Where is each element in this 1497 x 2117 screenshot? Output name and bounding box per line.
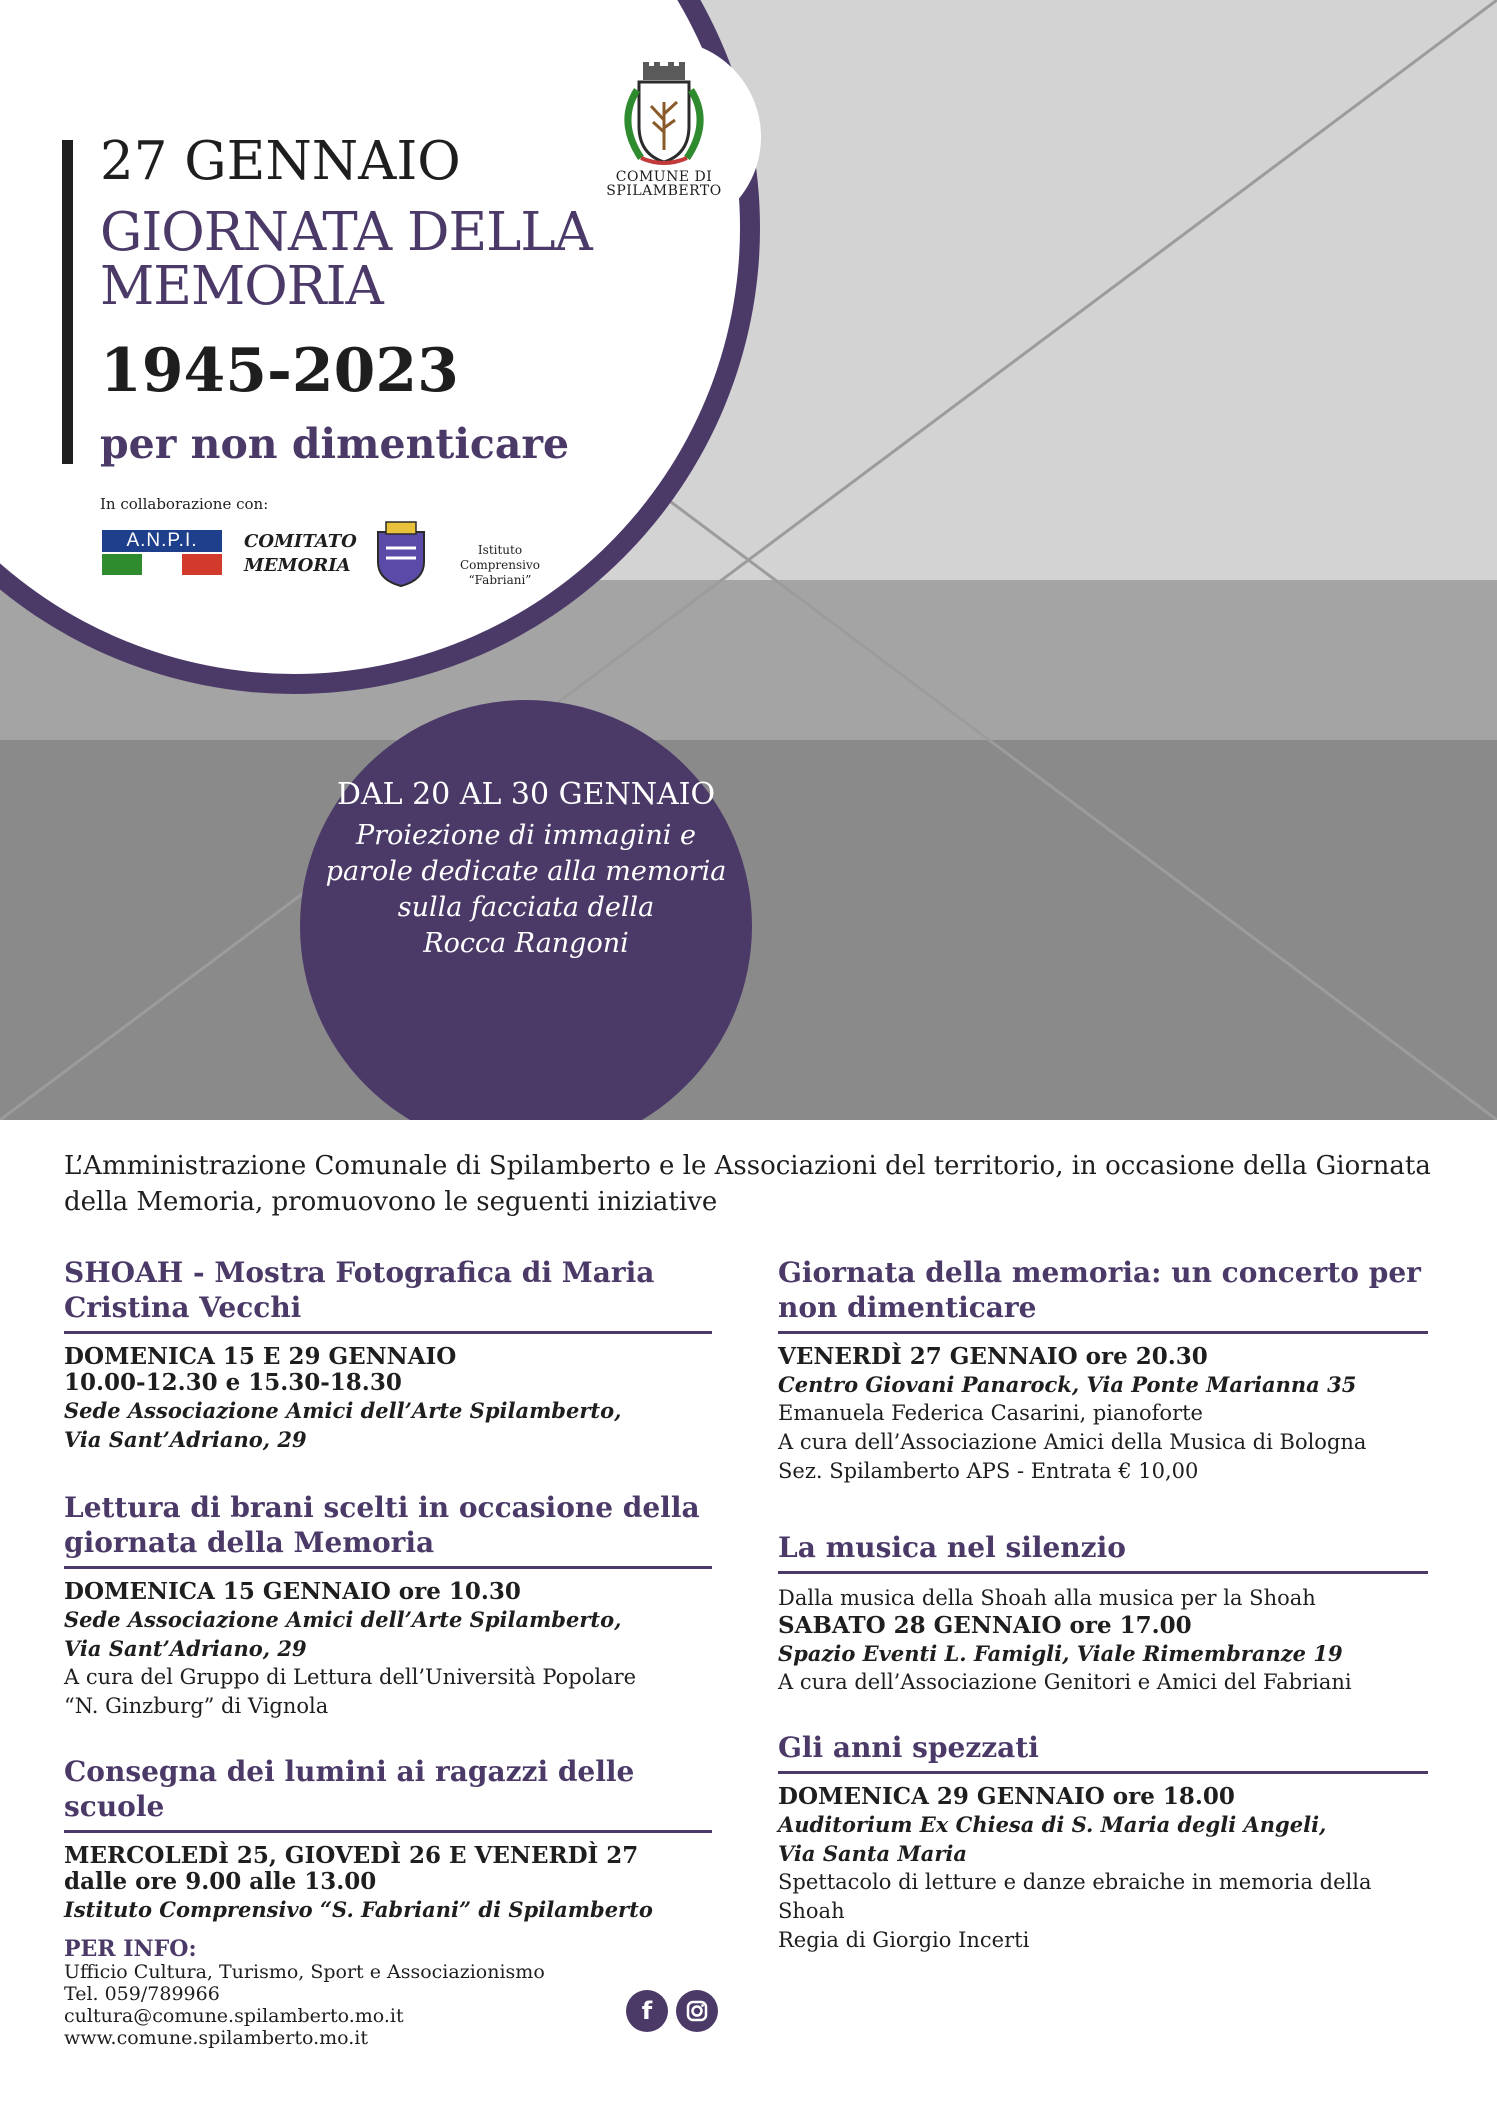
contact-website[interactable]: www.comune.spilamberto.mo.it — [64, 2027, 368, 2049]
event-place-line: Sede Associazione Amici dell’Arte Spilamberto, — [64, 1607, 622, 1632]
crest-icon — [597, 62, 731, 170]
event-address-line: Via Sant’Adriano, 29 — [64, 1636, 307, 1661]
projection-date: DAL 20 AL 30 GENNAIO — [336, 777, 716, 812]
event-time-line: dalle ore 9.00 alle 13.00 — [64, 1868, 377, 1895]
school-name: Istituto Comprensivo “Fabriani” — [459, 543, 541, 587]
title-accent-bar — [62, 140, 73, 464]
event-broken-years — [778, 1730, 1428, 1955]
event-address-line: Via Sant’Adriano, 29 — [64, 1427, 307, 1452]
anpi-label: A.N.P.I. — [102, 530, 222, 552]
event-details — [64, 1843, 712, 1924]
school-badge-icon — [372, 518, 430, 588]
event-note-line: A cura del Gruppo di Lettura dell’Università Popolare — [64, 1665, 637, 1689]
contact-email[interactable]: cultura@comune.spilamberto.mo.it — [64, 2005, 404, 2027]
comitato-line1: COMITATO — [244, 531, 357, 552]
event-date-line: MERCOLEDÌ 25, GIOVEDÌ 26 E VENERDÌ 27 — [64, 1842, 639, 1869]
event-date-line: DOMENICA 15 GENNAIO ore 10.30 — [64, 1578, 521, 1605]
event-details — [64, 1579, 712, 1721]
event-music-silence — [778, 1530, 1428, 1697]
comitato-line2: MEMORIA — [244, 555, 351, 576]
instagram-icon[interactable] — [676, 1990, 718, 2032]
facebook-icon[interactable]: f — [626, 1990, 668, 2032]
event-title: Consegna dei lumini ai ragazzi delle scuole — [64, 1754, 712, 1833]
event-years: 1945-2023 — [100, 336, 459, 406]
event-place-line: Centro Giovani Panarock, Via Ponte Marianna 35 — [778, 1372, 1357, 1397]
event-note-line: Regia di Giorgio Incerti — [778, 1928, 1030, 1952]
event-date: 27 GENNAIO — [100, 131, 461, 192]
event-address-line: Via Santa Maria — [778, 1841, 967, 1866]
italian-flag-icon — [102, 554, 222, 575]
event-details — [778, 1784, 1428, 1955]
anpi-logo — [102, 530, 222, 585]
event-title: La musica nel silenzio — [778, 1530, 1428, 1574]
event-date-line: VENERDÌ 27 GENNAIO ore 20.30 — [778, 1343, 1208, 1370]
event-shoah-exhibition — [64, 1255, 712, 1454]
comitato-memoria-logo — [244, 530, 357, 578]
event-note-line: Spettacolo di letture e danze ebraiche in memoria della Shoah — [778, 1870, 1372, 1923]
contact-info — [64, 1937, 545, 2049]
event-title: Gli anni spezzati — [778, 1730, 1428, 1774]
event-title: Giornata della memoria: un concerto per non dimenticare — [778, 1255, 1428, 1334]
contact-phone: Tel. 059/789966 — [64, 1983, 220, 2005]
event-title: GIORNATA DELLA MEMORIA — [100, 202, 592, 317]
event-place-line: Auditorium Ex Chiesa di S. Maria degli Angeli, — [778, 1812, 1327, 1837]
event-date-line: DOMENICA 15 E 29 GENNAIO — [64, 1343, 457, 1370]
event-title: SHOAH - Mostra Fotografica di Maria Cristina Vecchi — [64, 1255, 712, 1334]
event-place-line: Sede Associazione Amici dell’Arte Spilamberto, — [64, 1398, 622, 1423]
crest-caption-line1: COMUNE DI — [615, 169, 713, 185]
event-candles — [64, 1754, 712, 1924]
event-note-line: “N. Ginzburg” di Vignola — [64, 1694, 329, 1718]
crest-caption-line2: SPILAMBERTO — [606, 183, 722, 199]
contact-office: Ufficio Cultura, Turismo, Sport e Associazionismo — [64, 1961, 545, 1983]
event-date-line: SABATO 28 GENNAIO ore 17.00 — [778, 1612, 1192, 1639]
event-place-line: Spazio Eventi L. Famigli, Viale Rimembranze 19 — [778, 1641, 1343, 1666]
event-note-line: Emanuela Federica Casarini, pianoforte — [778, 1401, 1203, 1425]
event-details — [778, 1344, 1428, 1486]
event-details — [778, 1584, 1428, 1697]
municipality-crest-logo — [597, 62, 731, 198]
intro-paragraph: L’Amministrazione Comunale di Spilamberto e le Associazioni del territorio, in occasione della Giornata della Memoria, promuovono le seguenti iniziative — [64, 1151, 1431, 1217]
event-reading — [64, 1490, 712, 1721]
event-place-line: Istituto Comprensivo “S. Fabriani” di Spilamberto — [64, 1897, 653, 1922]
event-subtitle-line: Dalla musica della Shoah alla musica per la Shoah — [778, 1586, 1316, 1610]
event-note-line: Sez. Spilamberto APS - Entrata € 10,00 — [778, 1459, 1199, 1483]
instagram-glyph-icon — [676, 1990, 718, 2032]
event-details — [64, 1344, 712, 1454]
collaboration-label: In collaborazione con: — [100, 495, 269, 513]
contact-heading: PER INFO: — [64, 1936, 197, 1962]
projection-description: Proiezione di immagini e parole dedicate alla memoria sulla facciata della Rocca Rangoni — [325, 820, 727, 959]
event-note-line: A cura dell’Associazione Genitori e Amici del Fabriani — [778, 1670, 1352, 1694]
event-tagline: per non dimenticare — [100, 420, 570, 468]
event-concert — [778, 1255, 1428, 1486]
event-time-line: 10.00-12.30 e 15.30-18.30 — [64, 1369, 402, 1396]
event-date-line: DOMENICA 29 GENNAIO ore 18.00 — [778, 1783, 1235, 1810]
event-note-line: A cura dell’Associazione Amici della Musica di Bologna — [778, 1430, 1367, 1454]
event-title: Lettura di brani scelti in occasione della giornata della Memoria — [64, 1490, 712, 1569]
